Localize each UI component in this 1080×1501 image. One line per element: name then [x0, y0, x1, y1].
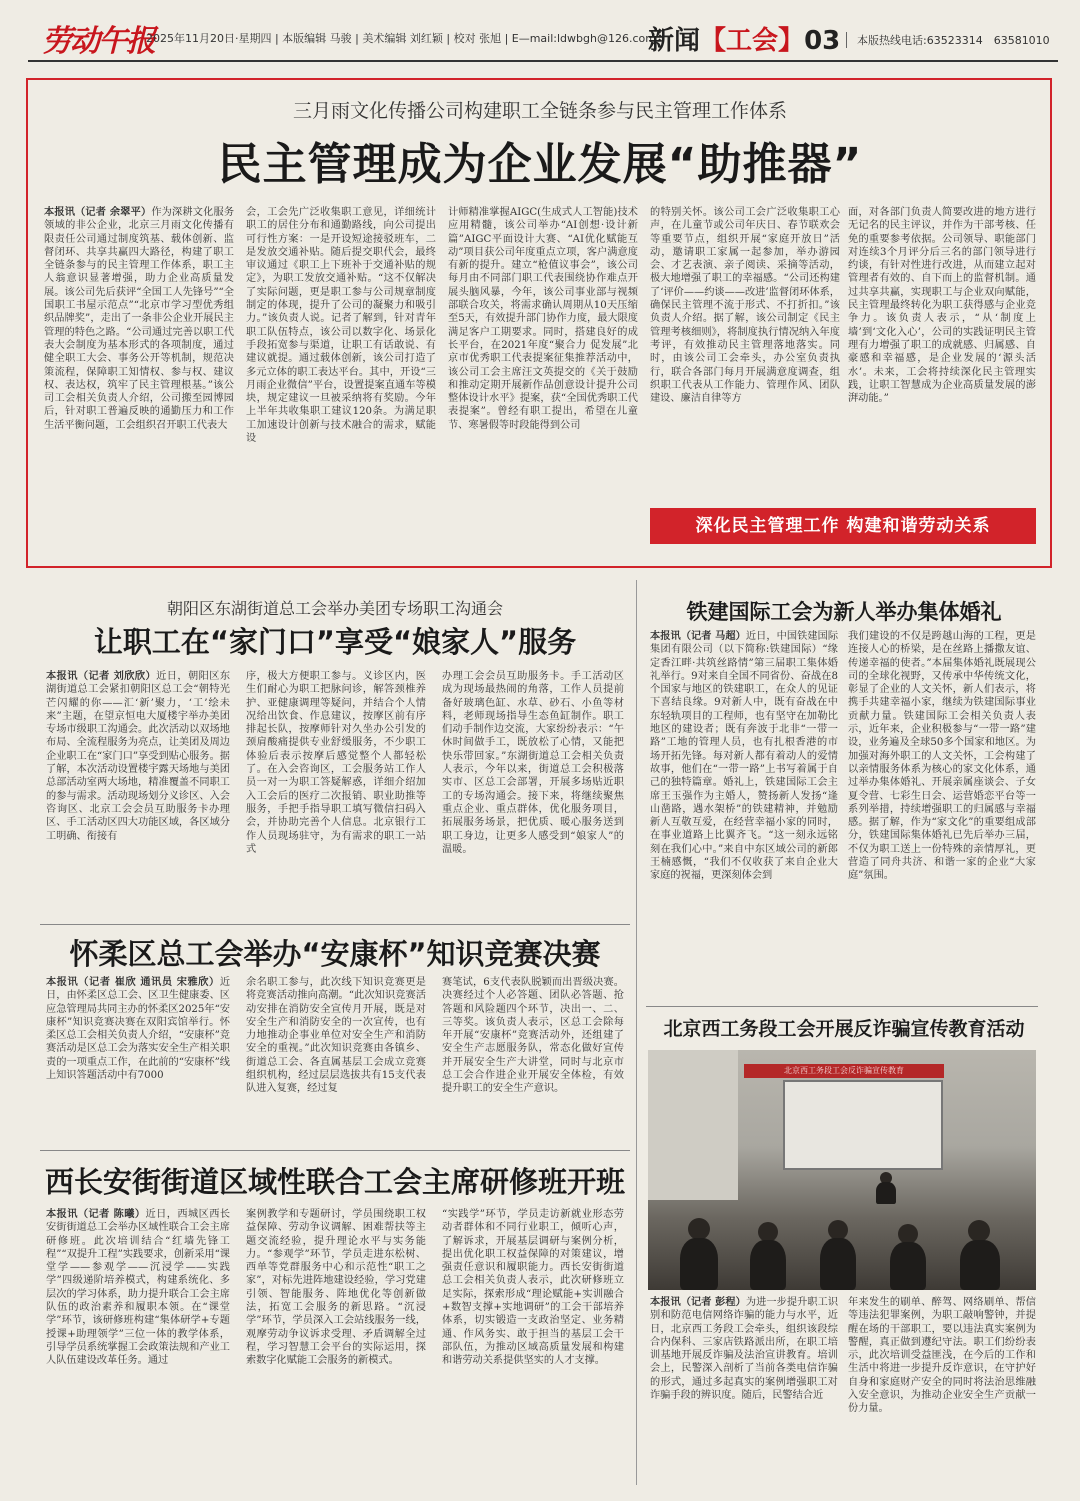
- audience-head: [968, 1220, 990, 1242]
- story5-col1-text: 近日，中国铁建国际集团有限公司（以下简称:铁建国际）“缘定香江畔·共筑丝路情”第三届职工集体婚礼举行。9对来自全国不同省份、奋战在8个国家与地区的铁建职工，在众人的见证下喜结良缘。9对新人中，既有奋战在中东轻轨项目的工程师，也有坚守在加勒比地区的建设者；既有奔波于北非“一带一路”工地的管理人员，也有扎根香港的市场开拓先锋。每对新人都有着动人的爱情故事，他们在“一带一路”上书写着属于自己的独特篇章。婚礼上，铁建国际工会主席王玉强作为主婚人，赞扬新人发扬“逢山凿路，遇水架桥”的铁建精神，并勉励新人互敬互爱，在经营幸福小家的同时，在事业道路上比翼齐飞。“这一刻永远铭刻在我们心中。”来自中东区域公司的新郎王楠感慨，“我们不仅收获了来自企业大家庭的祝福，更深刻体会到: [650, 631, 838, 882]
- story5-column-1: [650, 630, 838, 1000]
- story4-byline: 本报讯（记者 陈曦）: [46, 1208, 146, 1220]
- story3-column-1: [46, 976, 230, 1146]
- audience-member: [680, 1238, 718, 1290]
- story4-headline: 西长安街街道区域性联合工会主席研修班开班: [44, 1165, 625, 1199]
- lead-column-3: 计师精准掌握AIGC(生成式人工智能)技术应用精髓，该公司举办“AI创想·设计新篇”AIGC平面设计大赛、“AI优化赋能互动”项目获公司年度重点立项，客户满意度有新的提升。建立“枪值议事会”，该公司每月由不同部门职工代表围绕协作难点开展头脑风暴，今年，该公司事业部与视频部联合攻关，将需求确认周期从10天压缩至5天，有效提升部门协作力度，最大限度满足客户工期要求。同时，搭建良好的成长平台，在2021年度“聚合力 促发展”北京市优秀职工代表提案征集推荐活动中，该公司工会主席汪文英提交的《关于鼓励和推动定期开展新作品创意设计提升公司整体设计水平》提案，获“全国优秀职工代表提案”。曾经有职工提出，希望在儿童节、寒暑假等时段能得到公司: [448, 207, 638, 431]
- masthead: [28, 14, 1058, 62]
- story2-byline: 本报讯（记者 刘欣欣）: [46, 670, 157, 682]
- story3-column-2: 余名职工参与，此次线下知识竞赛更是将竞赛活动推向高潮。“此次知识竞赛活动安排在消防安全宣传月开展，既是对安全生产和消防安全的一次宣传，也有力地推动企事业单位对安全生产和消防安全的重视。”此次知识竞赛由各镇乡、街道总工会、各直属基层工会成立竞赛组织机构，经过层层选拔共有15支代表队进入复赛，经过复: [246, 977, 426, 1095]
- story3-col1-text: 近日，由怀柔区总工会、区卫生健康委、区应急管理局共同主办的怀柔区2025年“安康杯”知识竞赛决赛在双阳宾馆举行。怀柔区总工会相关负责人介绍，“安康杯”竞赛活动是区总工会为落实安全生产相关职责的一项重点工作，在此前的“安康杯”线上知识答题活动中有7000: [46, 977, 230, 1082]
- photo-projection-board: [783, 1080, 943, 1170]
- lead-column-4: 的特别关怀。该公司工会广泛收集职工心声，在儿童节或公司年庆日、春节联欢会等重要节点，组织开展“家庭开放日”活动，邀请职工家属一起参加，举办游园会、才艺表演、亲子阅读、采摘等活动，极大地增强了职工的幸福感。“公司还构建了‘评价——约谈——改进’监督闭环体系，确保民主管理不流于形式、不打折扣。”该负责人介绍。据了解，该公司制定《民主管理考核细则》，将制度执行情况纳入年度考评，有效推动民主管理落地落实。同时，由该公司工会牵头，办公室负责执行，联合各部门每月开展满意度调查，组织职工代表从工作能力、管理作风、团队建设、廉洁自律等方: [650, 207, 840, 405]
- audience-member: [960, 1240, 1000, 1290]
- audience-head: [898, 1224, 918, 1244]
- photo-banner: [744, 1064, 944, 1078]
- story6-col1-text: 为进一步提升职工识别和防范电信网络诈骗的能力与水平，近日，北京西工务段工会牵头，组织该段综合内保科、三家店铁路派出所，在职工培训基地开展反诈骗及法治宣讲教育。培训会上，民警深入剖析了当前各类电信诈骗的形式，通过多起真实的案例增强职工对诈骗手段的辨识度。随后，民警结合近: [650, 1297, 838, 1402]
- story5-column-2: 我们建设的不仅是跨越山海的工程，更是连接人心的桥梁，是在丝路上播撒友谊、传递幸福的使者。”本届集体婚礼既展现公司的全球化视野，又传承中华传统文化，彰显了企业的人文关怀，新人们表示，将携手共建幸福小家，继续为铁建国际事业贡献力量。铁建国际工会相关负责人表示，近年来，企业积极参与“一带一路”建设，业务遍及全球50多个国家和地区。为加强对海外职工的人文关怀，工会构建了以亲情服务体系为核心的家文化体系，通过举办集体婚礼、开展亲属座谈会、子女夏令营、七彩生日会、运营婚恋平台等一系列举措，持续增强职工的归属感与幸福感。据了解，作为“家文化”的重要组成部分，铁建国际集体婚礼已先后举办三届，不仅为职工送上一份特殊的亲情厚礼，更营造了同舟共济、和谐一家的企业“大家庭”氛围。: [848, 631, 1036, 882]
- story2-column-1: [46, 670, 230, 920]
- story2-col1-text: 近日，朝阳区东湖街道总工会紧扣朝阳区总工会“朝特光芒闪耀的你——汇‘新’聚力，‘工’绘未来”主题，在望京恒电大厦楼宇举办美团专场市级职工沟通会。此次活动以双场地布局、全流程服务为亮点，让美团及周边企业职工在“家门口”享受到贴心服务。据了解，本次活动设置楼宇露天场地与美团总部活动室两大场地，精准覆盖不同职工的参与需求。活动现场划分义诊区、入会咨询区、北京工会会员互助服务卡办理区、手工活动区四大功能区域，各区域分工明确、衔接有: [46, 671, 230, 842]
- column-divider: [636, 580, 637, 1485]
- lead-column-2: 会，工会先广泛收集职工意见，详细统计职工的居住分布和通勤路线，向公司提出可行性方案：一是开设短途接驳班车，二是发放交通补贴。随后提交职代会，最终审议通过《职工上下班补于交通补贴的规定》，为职工发放交通补贴。“这不仅解决了实际问题，更是职工参与公司规章制度制定的体现，提升了公司的凝聚力和吸引力。”该负责人说。记者了解到，针对青年职工队伍特点，该公司以数字化、场景化手段拓宽参与渠道，让职工有话敢说、有建议就提。通过载体创新，该公司打造了多元立体的职工表达平台。其中，开设“三月雨企业微信”平台，设置提案直通车等模块，规定建议一旦被采纳将有奖励。今年上半年共收集职工建议120条。为满足职工加速设计创新与技术融合的需求，赋能设: [246, 207, 436, 445]
- story4-column-1: [46, 1208, 230, 1478]
- divider-line: [646, 1006, 1038, 1007]
- newspaper-logo: 劳动午报: [42, 24, 154, 59]
- story4-column-3: “实践学”环节，学员走访新就业形态劳动者群体和不同行业职工，倾听心声，了解诉求，开展基层调研与案例分析，提出优化职工权益保障的对策建议，增强责任意识和履职能力。西长安街街道总工会相关负责人表示，此次研修班立足实际，探索形成“理论赋能+实训融合+数智支撑+实地调研”的工会干部培养体系，切实锻造一支政治坚定、业务精通、作风务实、敢于担当的基层工会干部队伍，为推动区域高质量发展和构建和谐劳动关系提供坚实的人才支撑。: [442, 1209, 624, 1367]
- divider-line: [40, 1150, 630, 1151]
- lead-subhead: 三月雨文化传播公司构建职工全链条参与民主管理工作体系: [292, 100, 787, 122]
- page-number: 03: [804, 26, 841, 56]
- lead-red-banner: 深化民主管理工作 构建和谐劳动关系: [650, 508, 1036, 544]
- lead-headline: 民主管理成为企业发展“助推器”: [217, 139, 863, 190]
- hotline: 本版热线电话:63523314 63581010: [846, 32, 1050, 48]
- section-bracket-open: 【: [700, 26, 727, 56]
- story6-column-2: 年来发生的刷单、醉驾、网络刷单、帮信等违法犯罪案例，为职工敲响警钟，并提醒在场的干部职工，要以违法真实案例为警醒，真正做到遵纪守法。职工们纷纷表示，此次培训受益匪浅，在今后的工作和生活中将进一步提升反诈意识，在守护好自身和家庭财产安全的同时将法治思维融入安全意识，为推动企业安全生产贡献一份力量。: [848, 1297, 1036, 1415]
- lead-col1-text: 作为深耕文化服务领域的非公企业，北京三月雨文化传播有限责任公司通过制度筑基、载体创新、监督闭环、共享共赢四大路径，构建了职工全链条参与的民主管理工作体系，职工主人翁意识显著增强，助力企业高质量发展。该公司先后获评“全国工人先锋号”“全国职工书屋示范点”“北京市学习型优秀组织品牌奖”，走出了一条非公企业开展民主管理的特色之路。“公司通过完善以职工代表大会制度为基本形式的各项制度，通过健全职工大会、事务公开等机制，规范决策流程，保障职工知情权、参与权、建议权、表达权，筑牢了民主管理根基。”该公司工会相关负责人介绍，公司搬至园博园后，针对职工普遍反映的通勤压力和工作生活平衡问题，工会组织召开职工代表大: [44, 207, 234, 431]
- story5-byline: 本报讯（记者 马超）: [650, 630, 746, 642]
- section-prefix: 新闻: [648, 26, 701, 56]
- audience-member: [820, 1238, 856, 1290]
- section-title: [648, 20, 840, 57]
- audience-head: [688, 1218, 710, 1240]
- audience-head: [758, 1222, 778, 1242]
- photo-banner-text: 北京西工务段工会反诈骗宣传教育: [784, 1066, 904, 1075]
- story2-column-2: 序，极大方便职工参与。义诊区内，医生们耐心为职工把脉问诊，解答颈椎养护、亚健康调理等疑问，并结合个人情况给出饮食、作息建议，按摩区前有序排起长队，按摩师针对久坐办公引发的颈肩酸痛提供专业舒缓服务，不少职工体验后表示按摩后感觉整个人都轻松了。在入会咨询区，工会服务站工作人员一对一为职工答疑解惑，详细介绍加入工会后的医疗二次报销、职业助推等服务，手把手指导职工填写微信扫码入会，并协助完善个人信息。北京银行工作人员现场驻守，为有需求的职工一站式: [246, 671, 426, 855]
- audience-head: [828, 1220, 848, 1240]
- story3-headline: 怀柔区总工会举办“安康杯”知识竞赛决赛: [69, 937, 601, 971]
- story6-byline: 本报讯（记者 彭程）: [650, 1296, 746, 1308]
- story3-column-3: 赛笔试，6支代表队脱颖而出晋级决赛。决赛经过个人必答题、团队必答题、抢答题和风险题四个环节，决出一、二、三等奖。该负责人表示，区总工会除每年开展“安康杯”竞赛活动外，还组建了安全生产志愿服务队，常态化做好宣传并开展安全生产大讲堂，同时与北京市总工会合作进企业开展安全体检，有效提升职工的安全生产意识。: [442, 977, 624, 1095]
- section-name: 工会: [726, 26, 779, 56]
- story5-headline: 铁建国际工会为新人举办集体婚礼: [686, 600, 1002, 624]
- story4-column-2: 案例教学和专题研讨，学员围绕职工权益保障、劳动争议调解、困难帮扶等主题交流经验，提升理论水平与实务能力。“参观学”环节，学员走进东松树、西单等党群服务中心和示范性“职工之家”，对标先进阵地建设经验，学习党建引领、智能服务、阵地优化等创新做法，拓宽工会服务的新思路。“沉浸学”环节，学员深入工会站线服务一线，观摩劳动争议诉求受理、矛盾调解全过程，学习智慧工会平台的实际运用，探索数字化赋能工会服务的新模式。: [246, 1209, 426, 1367]
- story6-headline: 北京西工务段工会开展反诈骗宣传教育活动: [663, 1018, 1025, 1040]
- issue-info: 2025年11月20日·星期四 | 本版编辑 马骏 | 美术编辑 刘红颖 | 校对 张旭 | E—mail:ldwbgh@126.com: [146, 32, 656, 45]
- lead-byline: 本报讯（记者 余翠平）: [44, 206, 152, 218]
- training-photo: [648, 1050, 1036, 1290]
- lead-column-5: 面，对各部门负责人简要改进的地方进行无记名的民主评议，并作为干部考核、任免的重要参考依据。公司领导、职能部门对连续3个月评分后三名的部门领导进行约谈，有针对性进行改进，从而建立起对管理者有效的、自下而上的监督机制。通过共享共赢，实现职工与企业双向赋能，民主管理最终转化为职工获得感与企业竞争力。该负责人表示，“从‘制度上墙’到‘文化入心’，公司的实践证明民主管理有力增强了职工的成就感、归属感、自豪感和幸福感，是企业发展的‘源头活水’。未来，工会将持续深化民主管理实践，让职工智慧成为企业高质量发展的澎湃动能。”: [848, 207, 1036, 405]
- section-bracket-close: 】: [778, 26, 805, 56]
- story4-col1-text: 近日，西城区西长安街街道总工会举办区域性联合工会主席研修班。此次培训结合“红墙先锋工程”“双提升工程”实践要求，创新采用“课堂学——参观学——沉浸学——实践学”四级递阶培养模式，构建系统化、多层次的学习体系，助力提升联合工会主席队伍的政治素养和履职本领。在“课堂学”环节，该研修班构建“集体研学+专题授课+助理领学”三位一体的教学体系，引导学员系统掌握工会政策法规和产业工人队伍建设改革任务。通过: [46, 1209, 230, 1367]
- speaker: [876, 1182, 896, 1204]
- story2-subhead: 朝阳区东湖街道总工会举办美团专场职工沟通会: [166, 599, 503, 618]
- story2-headline: 让职工在“家门口”享受“娘家人”服务: [93, 625, 577, 659]
- audience-member: [890, 1242, 926, 1290]
- story6-column-1: [650, 1296, 838, 1486]
- divider-line: [40, 924, 630, 925]
- story3-byline: 本报讯（记者 崔欣 通讯员 宋雅欣）: [46, 976, 220, 988]
- photo-wall: [648, 1050, 738, 1200]
- story2-column-3: 办理工会会员互助服务卡。手工活动区成为现场最热闹的角落，工作人员提前备好玻璃色缸、水草、砂石、小鱼等材料，老师现场指导生态鱼缸制作。职工们动手制作边交流，大家纷纷表示：“午休时间做手工，既放松了心情，又能把快乐带回家。”东湖街道总工会相关负责人表示，今年以来，街道总工会积极落实市、区总工会部署，开展多场贴近职工的专场沟通会。接下来，将继续聚焦重点企业、重点群体，优化服务项目，拓展服务场景，把优质、暖心服务送到职工身边，让更多人感受到“娘家人”的温暖。: [442, 671, 624, 855]
- audience-member: [750, 1240, 786, 1290]
- lead-column-1: [44, 206, 234, 556]
